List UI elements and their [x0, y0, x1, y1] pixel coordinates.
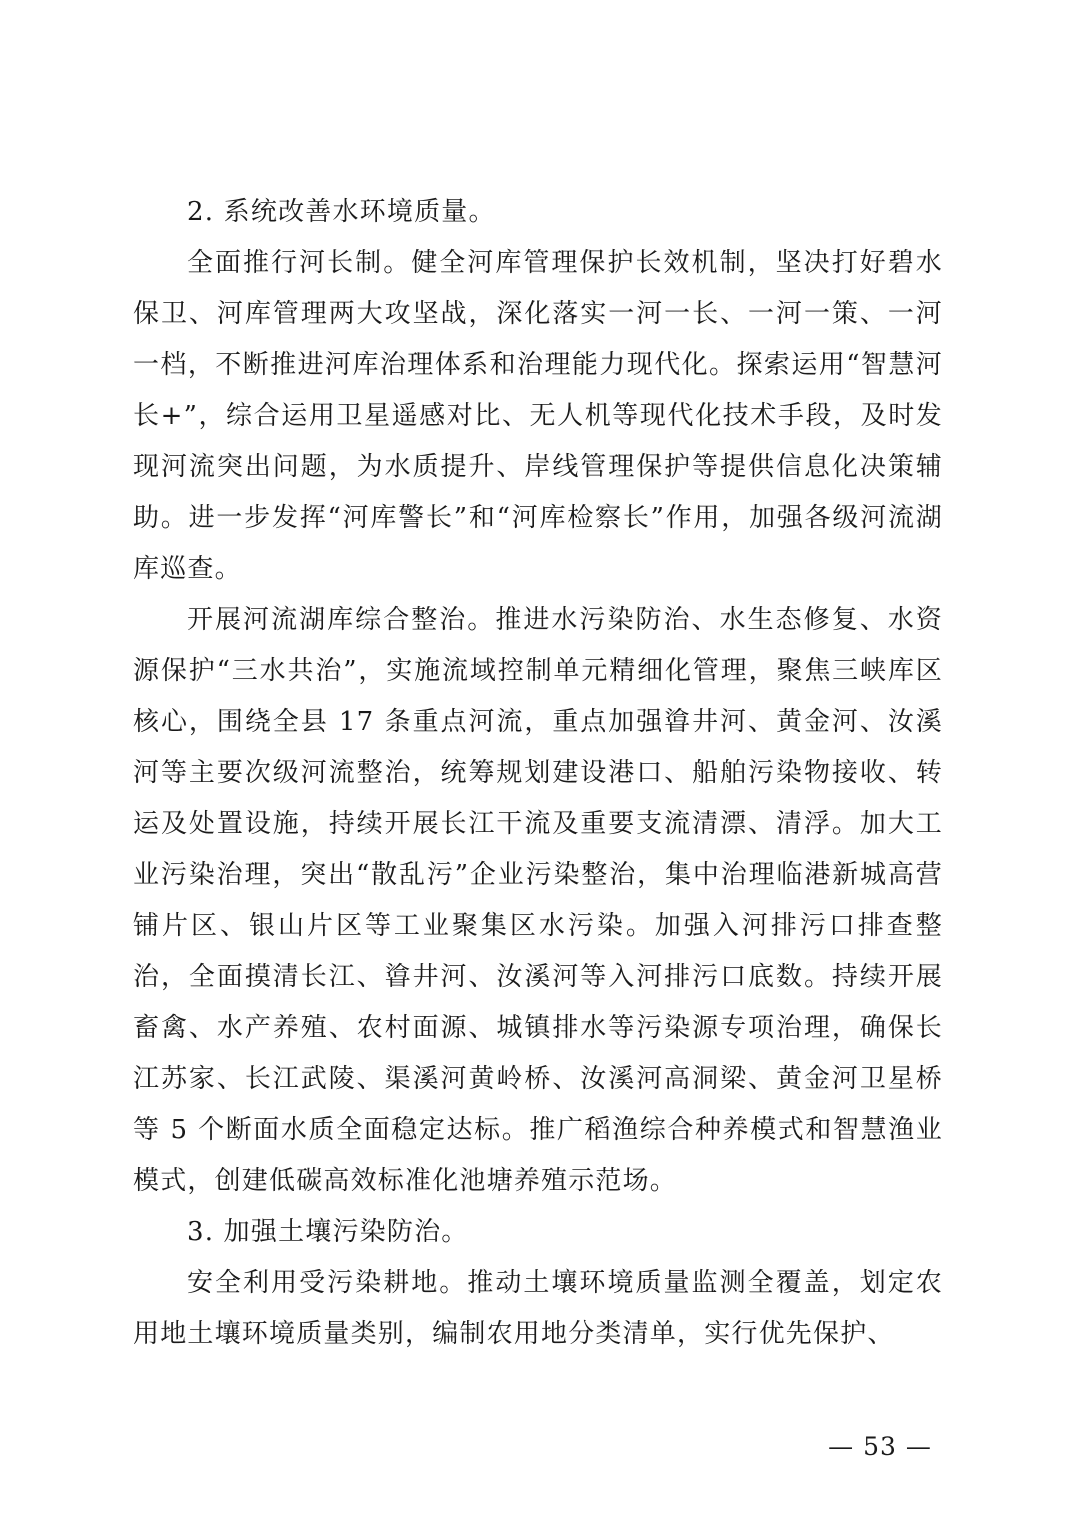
paragraph-river-chief: 全面推行河长制。健全河库管理保护长效机制，坚决打好碧水保卫、河库管理两大攻坚战，深化落实一河一长、一河一策、一河一档，不断推进河库治理体系和治理能力现代化。探索运用“智慧河长+”，综合运用卫星遥感对比、无人机等现代化技术手段，及时发现河流突出问题，为水质提升、岸线管理保护等提供信息化决策辅助。进一步发挥“河库警长”和“河库检察长”作用，加强各级河流湖库巡查。	[133, 248, 943, 584]
paragraph-farmland-safety: 安全利用受污染耕地。推动土壤环境质量监测全覆盖，划定农用地土壤环境质量类别，编制农用地分类清单，实行优先保护、	[133, 1268, 943, 1349]
section-heading-3: 3. 加强土壤污染防治。	[187, 1217, 469, 1247]
section-heading-2: 2. 系统改善水环境质量。	[187, 197, 496, 227]
page-number: — 53 —	[828, 1432, 932, 1461]
document-body	[133, 187, 943, 1360]
paragraph-river-lake-remediation: 开展河流湖库综合整治。推进水污染防治、水生态修复、水资源保护“三水共治”，实施流域控制单元精细化管理，聚焦三峡库区核心，围绕全县 17 条重点河流，重点加强㽏井河、黄金河、汝溪河等主要次级河流整治，统筹规划建设港口、船舶污染物接收、转运及处置设施，持续开展长江干流及重要支流清漂、清浮。加大工业污染治理，突出“散乱污”企业污染整治，集中治理临港新城高营铺片区、银山片区等工业聚集区水污染。加强入河排污口排查整治，全面摸清长江、㽏井河、汝溪河等入河排污口底数。持续开展畜禽、水产养殖、农村面源、城镇排水等污染源专项治理，确保长江苏家、长江武陵、渠溪河黄岭桥、汝溪河高洞梁、黄金河卫星桥等 5 个断面水质全面稳定达标。推广稻渔综合种养模式和智慧渔业模式，创建低碳高效标准化池塘养殖示范场。	[133, 605, 943, 1196]
